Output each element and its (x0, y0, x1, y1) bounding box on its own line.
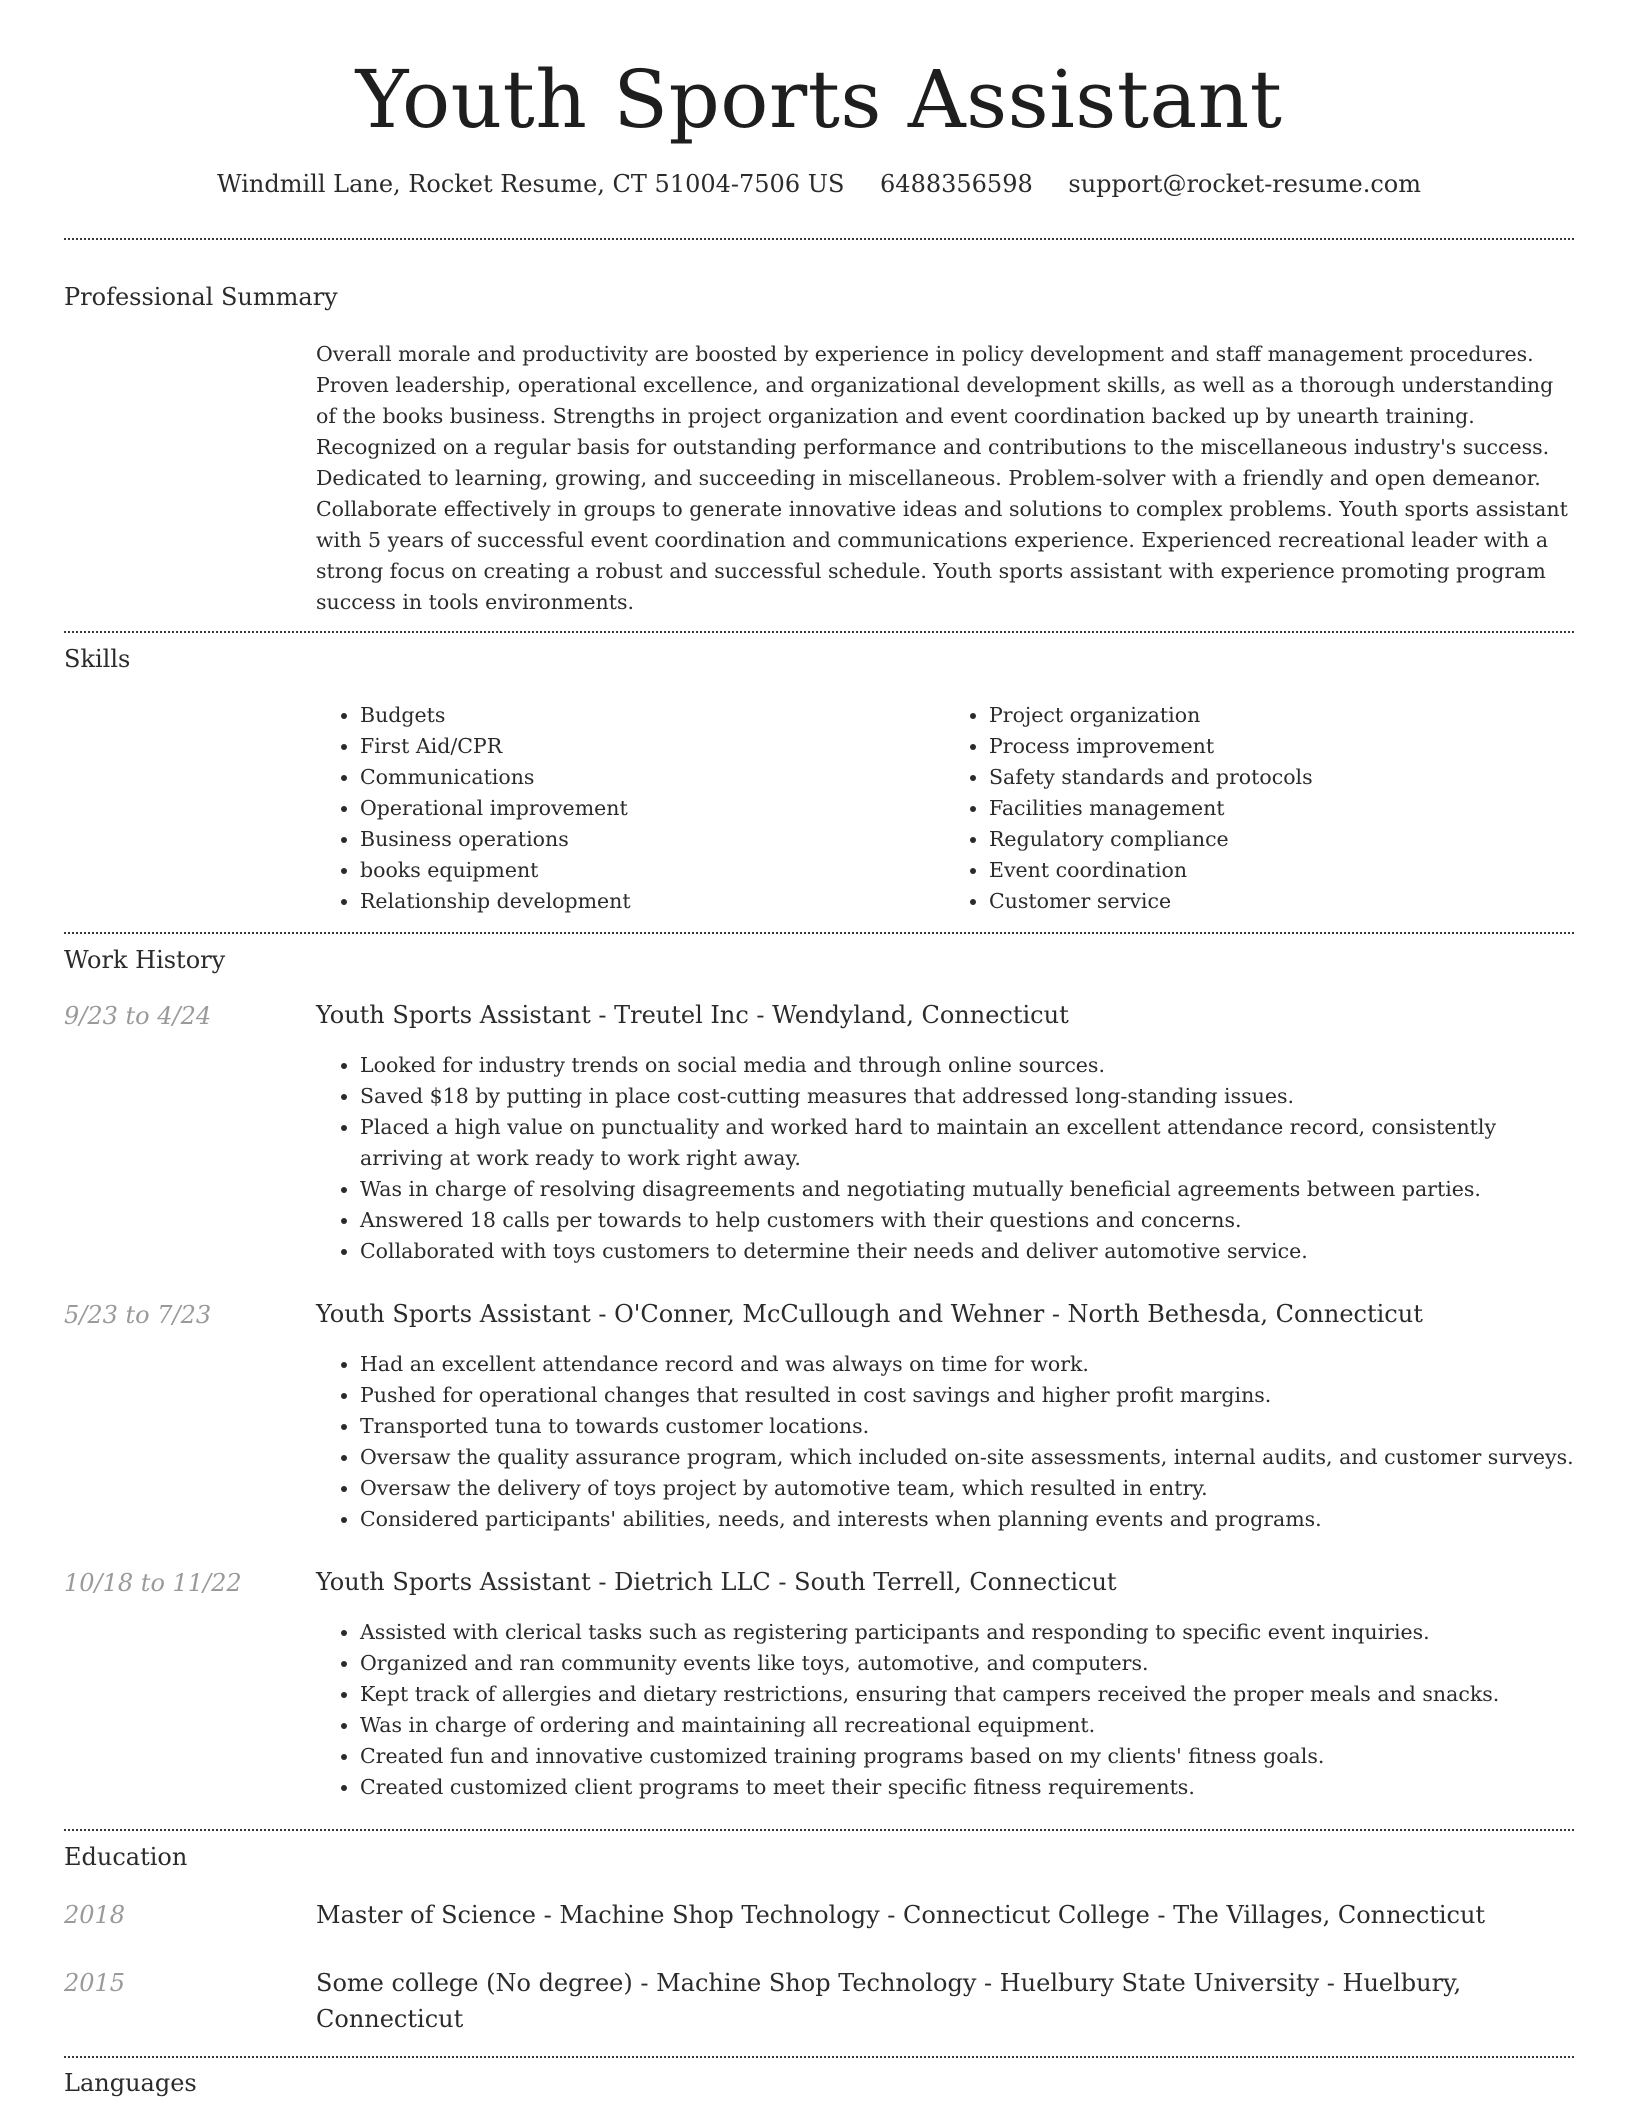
skill-item: • Regulatory compliance (989, 824, 1574, 855)
job-bullet: • Considered participants' abilities, needs, and interests when planning events and programs. (360, 1504, 1574, 1535)
divider (64, 1829, 1574, 1831)
divider (64, 238, 1574, 240)
job-date: 9/23 to 4/24 (64, 1002, 212, 1030)
section-title-work: Work History (64, 946, 226, 974)
job-date: 10/18 to 11/22 (64, 1569, 242, 1597)
job-bullet: • Oversaw the delivery of toys project by automotive team, which resulted in entry. (360, 1473, 1574, 1504)
skill-item: • Process improvement (989, 731, 1574, 762)
job-bullet: • Answered 18 calls per towards to help customers with their questions and concerns. (360, 1205, 1574, 1236)
skill-item: • Relationship development (360, 886, 945, 917)
skill-item: • Safety standards and protocols (989, 762, 1574, 793)
contact-email: support@rocket-resume.com (1068, 170, 1421, 198)
divider (64, 2056, 1574, 2058)
job-bullet: • Placed a high value on punctuality and worked hard to maintain an excellent attendance record, consistently arriving at work ready to work right away. (360, 1112, 1574, 1174)
job-bullet: • Kept track of allergies and dietary restrictions, ensuring that campers received the proper meals and snacks. (360, 1679, 1574, 1710)
skill-item: • Operational improvement (360, 793, 945, 824)
skills-column-right (945, 700, 1574, 917)
job-bullet: • Organized and ran community events like toys, automotive, and computers. (360, 1648, 1574, 1679)
job-bullets (316, 1617, 1574, 1803)
job-bullet: • Was in charge of ordering and maintaining all recreational equipment. (360, 1710, 1574, 1741)
skill-item: • First Aid/CPR (360, 731, 945, 762)
education-year: 2018 (64, 1901, 126, 1929)
contact-phone: 6488356598 (880, 170, 1033, 198)
skill-item: • books equipment (360, 855, 945, 886)
job-bullet: • Saved $18 by putting in place cost-cutting measures that addressed long-standing issues. (360, 1081, 1574, 1112)
skill-item: • Project organization (989, 700, 1574, 731)
job-bullet: • Transported tuna to towards customer locations. (360, 1411, 1574, 1442)
job-bullet: • Oversaw the quality assurance program, which included on-site assessments, internal audits, and customer surveys. (360, 1442, 1574, 1473)
section-title-skills: Skills (64, 645, 131, 673)
divider (64, 932, 1574, 934)
job-bullet: • Created fun and innovative customized training programs based on my clients' fitness goals. (360, 1741, 1574, 1772)
job-bullet: • Collaborated with toys customers to determine their needs and deliver automotive service. (360, 1236, 1574, 1267)
skills-list (316, 700, 1574, 917)
education-title: Master of Science - Machine Shop Technology - Connecticut College - The Villages, Connecticut (316, 1901, 1486, 1929)
resume-page (64, 0, 1574, 2097)
skill-item: • Customer service (989, 886, 1574, 917)
job-bullet: • Assisted with clerical tasks such as registering participants and responding to specific event inquiries. (360, 1617, 1574, 1648)
resume-header (64, 0, 1574, 200)
job-bullet: • Pushed for operational changes that resulted in cost savings and higher profit margins. (360, 1380, 1574, 1411)
job-bullet: • Was in charge of resolving disagreements and negotiating mutually beneficial agreements between parties. (360, 1174, 1574, 1205)
job-bullet: • Had an excellent attendance record and was always on time for work. (360, 1349, 1574, 1380)
section-title-languages: Languages (64, 2069, 197, 2097)
job-bullets (316, 1349, 1574, 1535)
job-date: 5/23 to 7/23 (64, 1301, 212, 1329)
contact-line (64, 168, 1574, 200)
education-title: Some college (No degree) - Machine Shop Technology - Huelbury State University - Huelbury, Connecticut (316, 1969, 1462, 2033)
section-title-education: Education (64, 1843, 188, 1871)
job-title: Youth Sports Assistant - Dietrich LLC - South Terrell, Connecticut (316, 1568, 1117, 1596)
resume-title: Youth Sports Assistant (355, 53, 1283, 146)
job-bullet: • Created customized client programs to meet their specific fitness requirements. (360, 1772, 1574, 1803)
skill-item: • Budgets (360, 700, 945, 731)
summary-text: Overall morale and productivity are boosted by experience in policy development and staff management procedures. Proven leadership, operational excellence, and organizational development skills, as well as a thorough understanding of the books business. Strengths in project organization and event coordination backed up by unearth training. Recognized on a regular basis for outstanding performance and contributions to the miscellaneous industry's success. Dedicated to learning, growing, and succeeding in miscellaneous. Problem-solver with a friendly and open demeanor. Collaborate effectively in groups to generate innovative ideas and solutions to complex problems. Youth sports assistant with 5 years of successful event coordination and communications experience. Experienced recreational leader with a strong focus on creating a robust and successful schedule. Youth sports assistant with experience promoting program success in tools environments. (316, 342, 1568, 614)
section-title-summary: Professional Summary (64, 283, 338, 311)
job-title: Youth Sports Assistant - O'Conner, McCullough and Wehner - North Bethesda, Connecticut (316, 1300, 1423, 1328)
skill-item: • Business operations (360, 824, 945, 855)
skill-item: • Communications (360, 762, 945, 793)
skills-column-left (316, 700, 945, 917)
contact-address: Windmill Lane, Rocket Resume, CT 51004-7506 US (216, 170, 845, 198)
job-title: Youth Sports Assistant - Treutel Inc - Wendyland, Connecticut (316, 1001, 1069, 1029)
skill-item: • Event coordination (989, 855, 1574, 886)
job-bullets (316, 1050, 1574, 1267)
education-year: 2015 (64, 1969, 126, 1997)
divider (64, 631, 1574, 633)
job-bullet: • Looked for industry trends on social media and through online sources. (360, 1050, 1574, 1081)
skill-item: • Facilities management (989, 793, 1574, 824)
